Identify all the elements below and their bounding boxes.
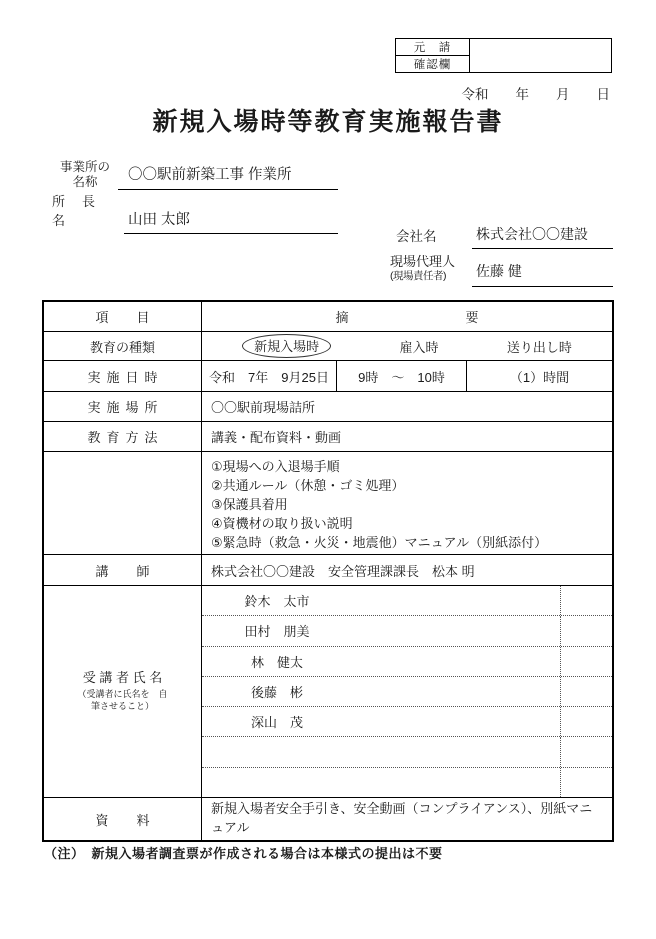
site-agent-sub-label: (現場責任者) [390, 269, 446, 282]
education-type-options [202, 332, 612, 360]
contractor-label-line1: 元 請 [396, 39, 469, 56]
implementation-place-row [44, 391, 612, 421]
office-block [52, 159, 338, 234]
attendee-check-cell-2 [560, 616, 612, 645]
attendee-row-5 [202, 707, 612, 737]
attendees-name-grid [202, 586, 612, 797]
attendee-row-3 [202, 647, 612, 677]
attendee-check-cell-4 [560, 677, 612, 706]
report-table [42, 300, 614, 842]
header-summary-label: 摘 要 [335, 310, 479, 325]
contents-item-5: ⑤緊急時（救急・火災・地震他）マニュアル（別紙添付） [211, 535, 548, 550]
option-hiring: 雇入時 [399, 339, 439, 355]
contractor-label-line2: 確認欄 [413, 59, 452, 71]
attendee-row-1 [202, 586, 612, 616]
contractor-confirmation-label [396, 39, 470, 72]
chief-label: 所 長 名 [52, 194, 113, 228]
materials-label: 資料 [44, 798, 202, 840]
place-label: 実施場所 [44, 392, 202, 421]
implementation-duration: （1）時間 [509, 369, 570, 385]
education-type-label: 教育の種類 [44, 332, 202, 360]
option-sending: 送り出し時 [506, 339, 572, 355]
office-name-row [52, 159, 338, 190]
contents-item-2: ②共通ルール（休憩・ゴミ処理） [211, 478, 405, 493]
attendee-name-6 [202, 737, 352, 766]
materials-row [44, 797, 612, 840]
attendee-row-2 [202, 616, 612, 646]
company-name-row [390, 222, 613, 249]
site-agent-value: 佐藤 健 [472, 251, 613, 287]
attendee-check-cell-5 [560, 707, 612, 736]
implementation-date: 令和 7年 9月25日 [202, 361, 337, 391]
attendees-row [44, 585, 612, 797]
education-type-row [44, 331, 612, 360]
chief-value: 山田 太郎 [124, 205, 338, 234]
method-value: 講義・配布資料・動画 [211, 430, 342, 445]
attendee-check-cell-1 [560, 586, 612, 615]
education-contents-row [44, 451, 612, 554]
contents-label-empty [44, 452, 202, 554]
report-date-line: 令和 年 月 日 [461, 87, 610, 102]
attendees-label-cell [44, 586, 202, 797]
chief-row [52, 191, 338, 234]
lecturer-label: 講師 [44, 555, 202, 585]
attendee-check-cell-7 [560, 768, 612, 797]
attendees-label: 受 講 者 氏 名 [82, 670, 163, 686]
contents-item-3: ③保護具着用 [211, 497, 288, 512]
company-block [390, 222, 613, 287]
attendee-row-6-empty [202, 737, 612, 767]
implementation-time: 9時 ～ 10時 [337, 361, 467, 391]
attendee-name-1: 鈴木 太市 [244, 594, 310, 610]
attendee-name-3: 林 健太 [250, 654, 303, 670]
datetime-cells [202, 361, 612, 391]
attendee-name-2: 田村 朋美 [244, 624, 310, 640]
site-agent-label: 現場代理人 (現場責任者) [390, 251, 472, 287]
materials-value: 新規入場者安全手引き、安全動画（コンプライアンス）、別紙マニュアル [211, 801, 593, 835]
table-header-row [44, 302, 612, 331]
header-item-label: 項目 [44, 302, 202, 331]
place-value: 〇〇駅前現場詰所 [211, 400, 316, 415]
attendee-check-cell-6 [560, 737, 612, 766]
office-name-value: 〇〇駅前新築工事 作業所 [118, 159, 338, 190]
lecturer-row [44, 554, 612, 585]
footnote: （注） 新規入場者調査票が作成される場合は本様式の提出は不要 [44, 846, 443, 861]
method-label: 教育方法 [44, 422, 202, 451]
implementation-datetime-row [44, 360, 612, 391]
contractor-stamp-field [470, 39, 611, 72]
attendees-note: （受講者に氏名を 自 筆させること） [77, 689, 168, 711]
contents-list [202, 452, 612, 554]
attendee-name-4: 後藤 彬 [250, 684, 303, 700]
education-method-row [44, 421, 612, 451]
attendee-row-7-empty [202, 768, 612, 797]
company-value: 株式会社〇〇建設 [472, 222, 613, 249]
lecturer-value: 株式会社〇〇建設 安全管理課課長 松本 明 [211, 563, 475, 579]
attendee-name-7 [202, 768, 352, 797]
company-label: 会社名 [396, 229, 437, 244]
attendee-check-cell-3 [560, 647, 612, 676]
attendee-name-5: 深山 茂 [250, 715, 303, 731]
site-agent-row [390, 251, 613, 287]
contents-item-4: ④資機材の取り扱い説明 [211, 516, 353, 531]
contractor-confirmation-box [395, 38, 612, 73]
office-name-label: 事業所の 名称 [59, 159, 110, 189]
datetime-label: 実施日時 [44, 361, 202, 391]
contents-item-1: ①現場への入退場手順 [211, 459, 340, 474]
attendee-row-4 [202, 677, 612, 707]
selected-option-new-entry: 新規入場時 [242, 334, 331, 358]
page-title: 新規入場時等教育実施報告書 [152, 108, 504, 136]
